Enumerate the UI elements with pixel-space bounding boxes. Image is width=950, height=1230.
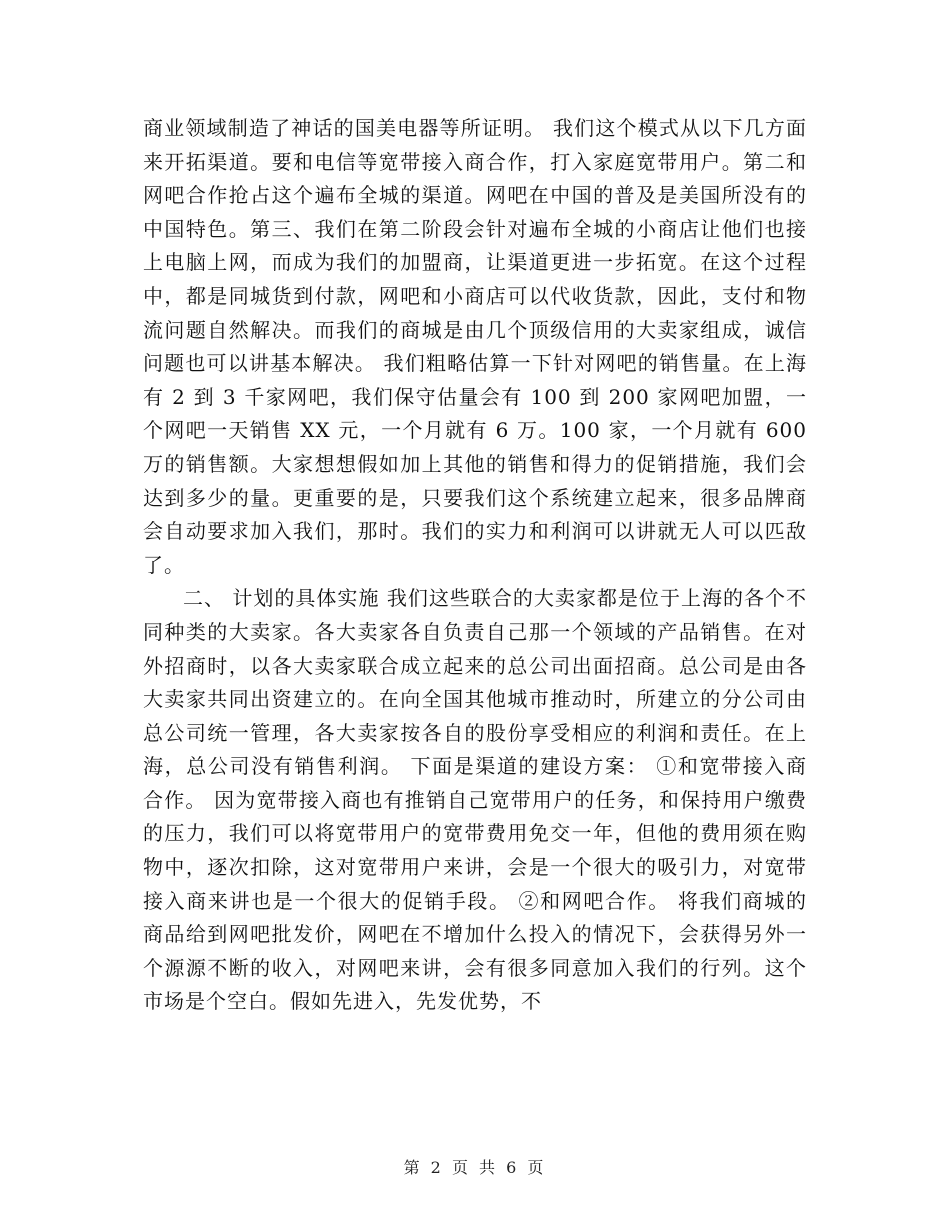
paragraph-2: 二、 计划的具体实施 我们这些联合的大卖家都是位于上海的各个不同种类的大卖家。各大卖家各自负责自己那一个领域的产品销售。在对外招商时，以各大卖家联合成立起来的总公司出面招商。总公司是由各大卖家共同出资建立的。在向全国其他城市推动时，所建立的分公司由总公司统一管理，各大卖家按各自的股份享受相应的利润和责任。在上海，总公司没有销售利润。 下面是渠道的建设方案： ①和宽带接入商合作。 因为宽带接入商也有推销自己宽带用户的任务，和保持用户缴费的压力，我们可以将宽带用户的宽带费用免交一年，但他的费用须在购物中，逐次扣除，这对宽带用户来讲，会是一个很大的吸引力，对宽带接入商来讲也是一个很大的促销手段。 ②和网吧合作。 将我们商城的商品给到网吧批发价，网吧在不增加什么投入的情况下，会获得另外一个源源不断的收入，对网吧来讲，会有很多同意加入我们的行列。这个市场是个空白。假如先进入，先发优势，不 (143, 586, 807, 1014)
page-footer: 第 2 页 共 6 页 (403, 1158, 547, 1177)
paragraph-1: 商业领域制造了神话的国美电器等所证明。 我们这个模式从以下几方面来开拓渠道。要和电信等宽带接入商合作，打入家庭宽带用户。第二和网吧合作抢占这个遍布全城的渠道。网吧在中国的普及是美国所没有的中国特色。第三、我们在第二阶段会针对遍布全城的小商店让他们也接上电脑上网，而成为我们的加盟商，让渠道更进一步拓宽。在这个过程中，都是同城货到付款，网吧和小商店可以代收货款，因此，支付和物流问题自然解决。而我们的商城是由几个顶级信用的大卖家组成，诚信问题也可以讲基本解决。 我们粗略估算一下针对网吧的销售量。在上海有 2 到 3 千家网吧，我们保守估量会有 100 到 200 家网吧加盟，一个网吧一天销售 XX 元，一个月就有 6 万。100 家，一个月就有 600 万的销售额。大家想想假如加上其他的销售和得力的促销措施，我们会达到多少的量。更重要的是，只要我们这个系统建立起来，很多品牌商会自动要求加入我们，那时。我们的实力和利润可以讲就无人可以匹敌了。 (143, 116, 807, 577)
body-text (143, 112, 807, 1019)
